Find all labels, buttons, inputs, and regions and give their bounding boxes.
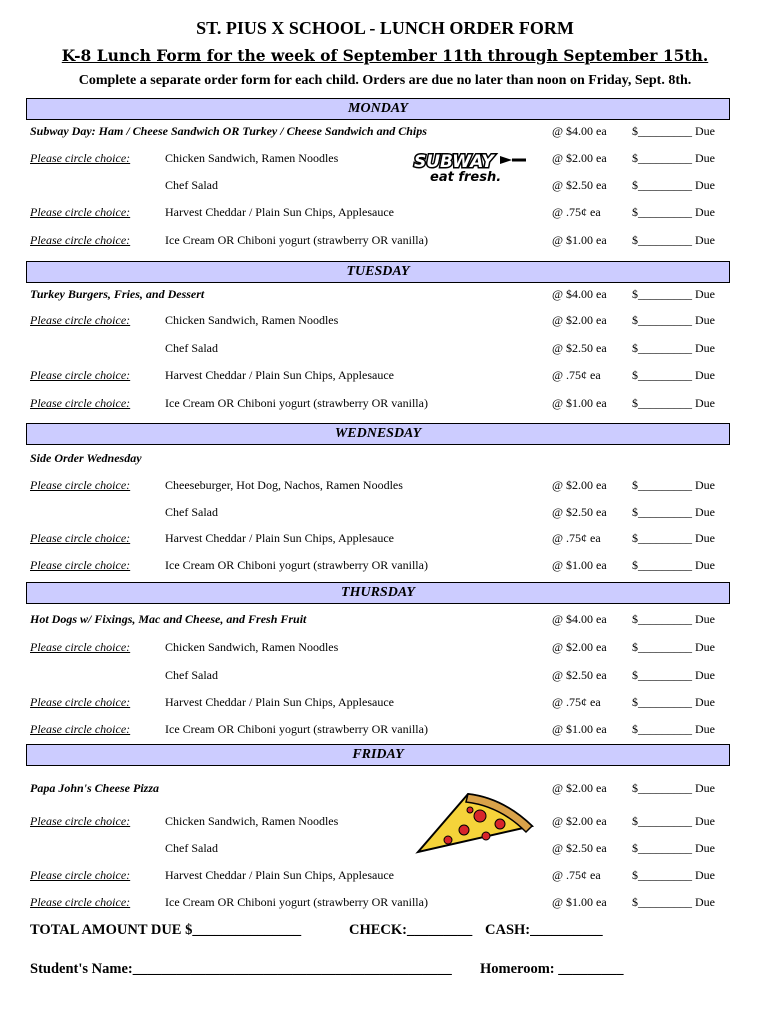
menu-row — [0, 203, 770, 221]
choice-label: Please circle choice: — [30, 396, 131, 410]
menu-row — [0, 231, 770, 249]
tuesday-main-item: Turkey Burgers, Fries, and Dessert — [30, 287, 205, 301]
menu-row — [0, 720, 770, 738]
menu-row — [0, 149, 770, 167]
item-text: Chef Salad — [165, 841, 218, 855]
menu-row — [0, 666, 770, 684]
item-text: Chef Salad — [165, 178, 218, 192]
menu-row — [0, 449, 770, 467]
choice-label: Please circle choice: — [30, 868, 131, 882]
choice-label: Please circle choice: — [30, 368, 131, 382]
menu-row — [0, 556, 770, 574]
due-blank: $_________ Due — [632, 478, 715, 492]
form-instructions: Complete a separate order form for each child. Orders are due no later than noon on Friday, Sept. 8th. — [78, 73, 692, 88]
day-header-thursday: THURSDAY — [26, 582, 730, 604]
due-blank: $_________ Due — [632, 368, 715, 382]
item-text: Chicken Sandwich, Ramen Noodles — [165, 640, 339, 654]
due-blank: $_________ Due — [632, 640, 715, 654]
thursday-main-item: Hot Dogs w/ Fixings, Mac and Cheese, and Fresh Fruit — [30, 612, 307, 626]
due-blank: $_________ Due — [632, 505, 715, 519]
svg-text:eat fresh.: eat fresh. — [430, 170, 502, 184]
menu-row — [0, 176, 770, 194]
price: @ $2.00 ea — [552, 781, 607, 795]
total-amount-field[interactable]: TOTAL AMOUNT DUE $_______________ — [30, 922, 302, 938]
due-blank: $_________ Due — [632, 287, 715, 301]
price: @ $2.50 ea — [552, 178, 607, 192]
due-blank: $_________ Due — [632, 668, 715, 682]
choice-label: Please circle choice: — [30, 205, 131, 219]
form-subtitle: K-8 Lunch Form for the week of September 11th through September 15th. — [61, 46, 709, 65]
price: @ $2.50 ea — [552, 341, 607, 355]
menu-row — [0, 812, 770, 830]
price: @ $2.00 ea — [552, 814, 607, 828]
item-text: Chicken Sandwich, Ramen Noodles — [165, 313, 339, 327]
price: @ $2.50 ea — [552, 841, 607, 855]
menu-row — [0, 893, 770, 911]
menu-row — [0, 779, 770, 797]
form-title: ST. PIUS X SCHOOL - LUNCH ORDER FORM — [196, 18, 574, 38]
due-blank: $_________ Due — [632, 612, 715, 626]
due-blank: $_________ Due — [632, 151, 715, 165]
choice-label: Please circle choice: — [30, 558, 131, 572]
due-blank: $_________ Due — [632, 558, 715, 572]
price: @ $1.00 ea — [552, 558, 607, 572]
price: @ $2.00 ea — [552, 151, 607, 165]
item-text: Chicken Sandwich, Ramen Noodles — [165, 151, 339, 165]
choice-label: Please circle choice: — [30, 895, 131, 909]
menu-row — [0, 394, 770, 412]
item-text: Ice Cream OR Chiboni yogurt (strawberry OR vanilla) — [165, 233, 428, 247]
due-blank: $_________ Due — [632, 313, 715, 327]
due-blank: $_________ Due — [632, 124, 715, 138]
price: @ $2.00 ea — [552, 640, 607, 654]
due-blank: $_________ Due — [632, 233, 715, 247]
cash-field[interactable]: CASH:__________ — [485, 922, 603, 938]
day-header-wednesday: WEDNESDAY — [26, 423, 730, 445]
menu-row — [0, 610, 770, 628]
price: @ $4.00 ea — [552, 612, 607, 626]
choice-label: Please circle choice: — [30, 722, 131, 736]
choice-label: Please circle choice: — [30, 151, 131, 165]
friday-main-item: Papa John's Cheese Pizza — [30, 781, 160, 795]
choice-label: Please circle choice: — [30, 640, 131, 654]
choice-label: Please circle choice: — [30, 233, 131, 247]
item-text: Harvest Cheddar / Plain Sun Chips, Applesauce — [165, 695, 394, 709]
item-text: Cheeseburger, Hot Dog, Nachos, Ramen Noodles — [165, 478, 403, 492]
item-text: Harvest Cheddar / Plain Sun Chips, Applesauce — [165, 868, 394, 882]
price: @ $1.00 ea — [552, 895, 607, 909]
price: @ .75¢ ea — [552, 368, 601, 382]
menu-row — [0, 638, 770, 656]
menu-row — [0, 839, 770, 857]
price: @ .75¢ ea — [552, 205, 601, 219]
student-name-field[interactable]: Student's Name:____________________________________________ — [30, 961, 452, 977]
price: @ $2.50 ea — [552, 505, 607, 519]
item-text: Ice Cream OR Chiboni yogurt (strawberry OR vanilla) — [165, 895, 428, 909]
day-header-friday: FRIDAY — [26, 744, 730, 766]
due-blank: $_________ Due — [632, 178, 715, 192]
item-text: Chef Salad — [165, 341, 218, 355]
item-text: Chicken Sandwich, Ramen Noodles — [165, 814, 339, 828]
item-text: Harvest Cheddar / Plain Sun Chips, Applesauce — [165, 531, 394, 545]
choice-label: Please circle choice: — [30, 814, 131, 828]
menu-row — [0, 866, 770, 884]
item-text: Chef Salad — [165, 668, 218, 682]
price: @ $1.00 ea — [552, 722, 607, 736]
pizza-slice-icon — [408, 786, 540, 862]
homeroom-field[interactable]: Homeroom: _________ — [480, 961, 624, 977]
monday-main-item: Subway Day: Ham / Cheese Sandwich OR Turkey / Cheese Sandwich and Chips — [30, 124, 427, 138]
choice-label: Please circle choice: — [30, 531, 131, 545]
due-blank: $_________ Due — [632, 781, 715, 795]
price: @ $2.00 ea — [552, 478, 607, 492]
price: @ $2.50 ea — [552, 668, 607, 682]
item-text: Ice Cream OR Chiboni yogurt (strawberry OR vanilla) — [165, 558, 428, 572]
price: @ .75¢ ea — [552, 868, 601, 882]
price: @ $1.00 ea — [552, 233, 607, 247]
due-blank: $_________ Due — [632, 895, 715, 909]
subway-logo — [408, 150, 530, 184]
due-blank: $_________ Due — [632, 841, 715, 855]
item-text: Ice Cream OR Chiboni yogurt (strawberry OR vanilla) — [165, 396, 428, 410]
item-text: Ice Cream OR Chiboni yogurt (strawberry OR vanilla) — [165, 722, 428, 736]
check-field[interactable]: CHECK:_________ — [349, 922, 473, 938]
price: @ $1.00 ea — [552, 396, 607, 410]
menu-row — [0, 529, 770, 547]
menu-row — [0, 366, 770, 384]
menu-row — [0, 285, 770, 303]
price: @ $4.00 ea — [552, 124, 607, 138]
choice-label: Please circle choice: — [30, 478, 131, 492]
due-blank: $_________ Due — [632, 814, 715, 828]
choice-label: Please circle choice: — [30, 695, 131, 709]
due-blank: $_________ Due — [632, 341, 715, 355]
day-header-tuesday: TUESDAY — [26, 261, 730, 283]
svg-text:SUBWAY: SUBWAY — [414, 152, 494, 172]
price: @ .75¢ ea — [552, 695, 601, 709]
wednesday-main-item: Side Order Wednesday — [30, 451, 142, 465]
due-blank: $_________ Due — [632, 205, 715, 219]
price: @ $2.00 ea — [552, 313, 607, 327]
menu-row — [0, 122, 770, 140]
due-blank: $_________ Due — [632, 868, 715, 882]
due-blank: $_________ Due — [632, 722, 715, 736]
choice-label: Please circle choice: — [30, 313, 131, 327]
menu-row — [0, 693, 770, 711]
menu-row — [0, 476, 770, 494]
menu-row — [0, 311, 770, 329]
item-text: Chef Salad — [165, 505, 218, 519]
due-blank: $_________ Due — [632, 531, 715, 545]
due-blank: $_________ Due — [632, 695, 715, 709]
menu-row — [0, 339, 770, 357]
due-blank: $_________ Due — [632, 396, 715, 410]
item-text: Harvest Cheddar / Plain Sun Chips, Applesauce — [165, 205, 394, 219]
price: @ .75¢ ea — [552, 531, 601, 545]
day-header-monday: MONDAY — [26, 98, 730, 120]
price: @ $4.00 ea — [552, 287, 607, 301]
item-text: Harvest Cheddar / Plain Sun Chips, Applesauce — [165, 368, 394, 382]
menu-row — [0, 503, 770, 521]
